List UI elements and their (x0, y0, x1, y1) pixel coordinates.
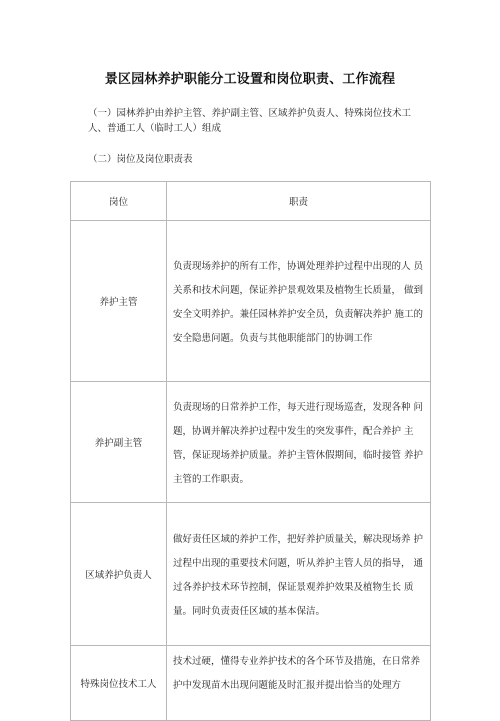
section-composition-text: （一）园林养护由养护主管、养护副主管、区域养护负责人、特殊岗位技术工人、普通工人（临时工人）组成 (88, 108, 412, 134)
header-duty: 职责 (167, 182, 431, 221)
table-row (71, 382, 431, 503)
post-cell: 养护主管 (71, 221, 167, 382)
table-header-row (71, 182, 431, 221)
post-cell: 养护副主管 (71, 382, 167, 503)
table-row (71, 503, 431, 646)
document-title: 景区园林养护职能分工设置和岗位职责、工作流程 (104, 72, 396, 87)
section-table-heading: （二）岗位及岗位职责表 (88, 154, 193, 165)
table-row (71, 221, 431, 382)
duty-cell: 负责现场养护的所有工作，协调处理养护过程中出现的人 员关系和技术问题，保证养护景观效果及植物生长质量， 做到安全文明养护。兼任园林养护安全员，负责解决养护 施工的安全隐患问题。负责与其他职能部门的协调工作 (167, 221, 431, 382)
post-cell: 区域养护负责人 (71, 503, 167, 646)
duty-cell: 负责现场的日常养护工作，每天进行现场巡查，发现各种 问题，协调并解决养护过程中发生的突发事件，配合养护 主管，保证现场养护质量。养护主管休假期间，临时接管 养护主管的工作职责。 (167, 382, 431, 503)
table-row (71, 646, 431, 721)
duty-cell: 技术过硬，懂得专业养护技术的各个环节及措施，在日常养护中发现苗木出现问题能及时汇报并提出恰当的处理方 (167, 646, 431, 721)
duty-cell: 做好责任区域的养护工作，把好养护质量关，解决现场养 护过程中出现的重要技术问题，听从养护主管人员的指导， 通过各养护技术环节控制，保证景观养护效果及植物生长 质量。同时负责责任区域的基本保洁。 (167, 503, 431, 646)
header-post: 岗位 (71, 182, 167, 221)
post-cell: 特殊岗位技术工人 (71, 646, 167, 721)
duty-table (70, 181, 431, 721)
